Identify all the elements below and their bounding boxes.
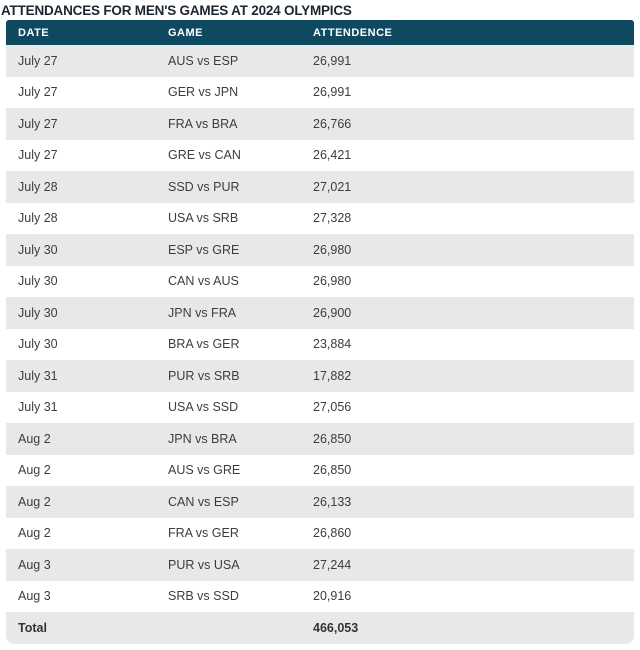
date-cell: July 30: [18, 337, 58, 352]
date-cell: Aug 2: [18, 526, 51, 541]
column-header-date: DATE: [18, 26, 50, 39]
table-row: [6, 234, 634, 266]
game-cell: BRA vs GER: [168, 337, 240, 352]
attendance-cell: 26,766: [313, 116, 352, 131]
game-cell: SSD vs PUR: [168, 179, 240, 194]
date-cell: July 31: [18, 368, 58, 383]
game-cell: SRB vs SSD: [168, 589, 239, 604]
table-row: [6, 392, 634, 424]
attendance-cell: 26,850: [313, 431, 352, 446]
game-cell: USA vs SRB: [168, 211, 239, 226]
game-cell: JPN vs BRA: [168, 431, 237, 446]
table-row: [6, 108, 634, 140]
game-cell: CAN vs ESP: [168, 494, 239, 509]
game-cell: PUR vs USA: [168, 557, 240, 572]
total-label: Total: [18, 621, 47, 635]
attendance-cell: 26,991: [313, 85, 352, 100]
game-cell: USA vs SSD: [168, 400, 239, 415]
game-cell: AUS vs GRE: [168, 463, 241, 478]
column-header-attendence: ATTENDENCE: [313, 26, 393, 39]
attendance-cell: 27,021: [313, 179, 352, 194]
table-row: [6, 581, 634, 613]
table-row: [6, 518, 634, 550]
game-cell: GRE vs CAN: [168, 148, 241, 163]
attendance-cell: 23,884: [313, 337, 352, 352]
game-cell: JPN vs FRA: [168, 305, 237, 320]
date-cell: July 27: [18, 148, 58, 163]
table-row: [6, 140, 634, 172]
attendance-cell: 27,244: [313, 557, 352, 572]
table-row: [6, 486, 634, 518]
table-row: [6, 329, 634, 361]
table-row: [6, 45, 634, 77]
date-cell: Aug 3: [18, 557, 51, 572]
page-title: ATTENDANCES FOR MEN'S GAMES AT 2024 OLYMPICS: [1, 3, 352, 18]
column-header-game: GAME: [168, 26, 203, 39]
table-row: [6, 455, 634, 487]
attendance-cell: 26,850: [313, 463, 352, 478]
attendance-table: [6, 20, 634, 644]
date-cell: July 27: [18, 116, 58, 131]
table-row: [6, 549, 634, 581]
attendance-cell: 27,328: [313, 211, 352, 226]
attendance-cell: 26,980: [313, 242, 352, 257]
attendance-cell: 26,980: [313, 274, 352, 289]
game-cell: GER vs JPN: [168, 85, 239, 100]
date-cell: July 30: [18, 274, 58, 289]
table-row: [6, 203, 634, 235]
attendance-cell: 27,056: [313, 400, 352, 415]
date-cell: Aug 2: [18, 494, 51, 509]
date-cell: Aug 2: [18, 463, 51, 478]
game-cell: AUS vs ESP: [168, 53, 239, 68]
date-cell: Aug 2: [18, 431, 51, 446]
table-row: [6, 423, 634, 455]
game-cell: PUR vs SRB: [168, 368, 240, 383]
attendance-cell: 26,860: [313, 526, 352, 541]
table-row: [6, 77, 634, 109]
game-cell: FRA vs BRA: [168, 116, 238, 131]
attendance-cell: 17,882: [313, 368, 352, 383]
date-cell: July 30: [18, 242, 58, 257]
date-cell: July 30: [18, 305, 58, 320]
date-cell: July 28: [18, 179, 58, 194]
table-row: [6, 266, 634, 298]
date-cell: July 28: [18, 211, 58, 226]
table-total-row: [6, 612, 634, 644]
table-body: [6, 45, 634, 612]
date-cell: July 27: [18, 85, 58, 100]
date-cell: July 31: [18, 400, 58, 415]
attendance-cell: 26,991: [313, 53, 352, 68]
attendance-cell: 20,916: [313, 589, 352, 604]
date-cell: July 27: [18, 53, 58, 68]
table-row: [6, 171, 634, 203]
game-cell: FRA vs GER: [168, 526, 239, 541]
table-row: [6, 297, 634, 329]
attendance-cell: 26,421: [313, 148, 352, 163]
table-row: [6, 360, 634, 392]
game-cell: ESP vs GRE: [168, 242, 240, 257]
attendance-cell: 26,133: [313, 494, 352, 509]
table-header-row: [6, 20, 634, 45]
total-attendance: 466,053: [313, 621, 359, 635]
date-cell: Aug 3: [18, 589, 51, 604]
attendance-cell: 26,900: [313, 305, 352, 320]
game-cell: CAN vs AUS: [168, 274, 239, 289]
